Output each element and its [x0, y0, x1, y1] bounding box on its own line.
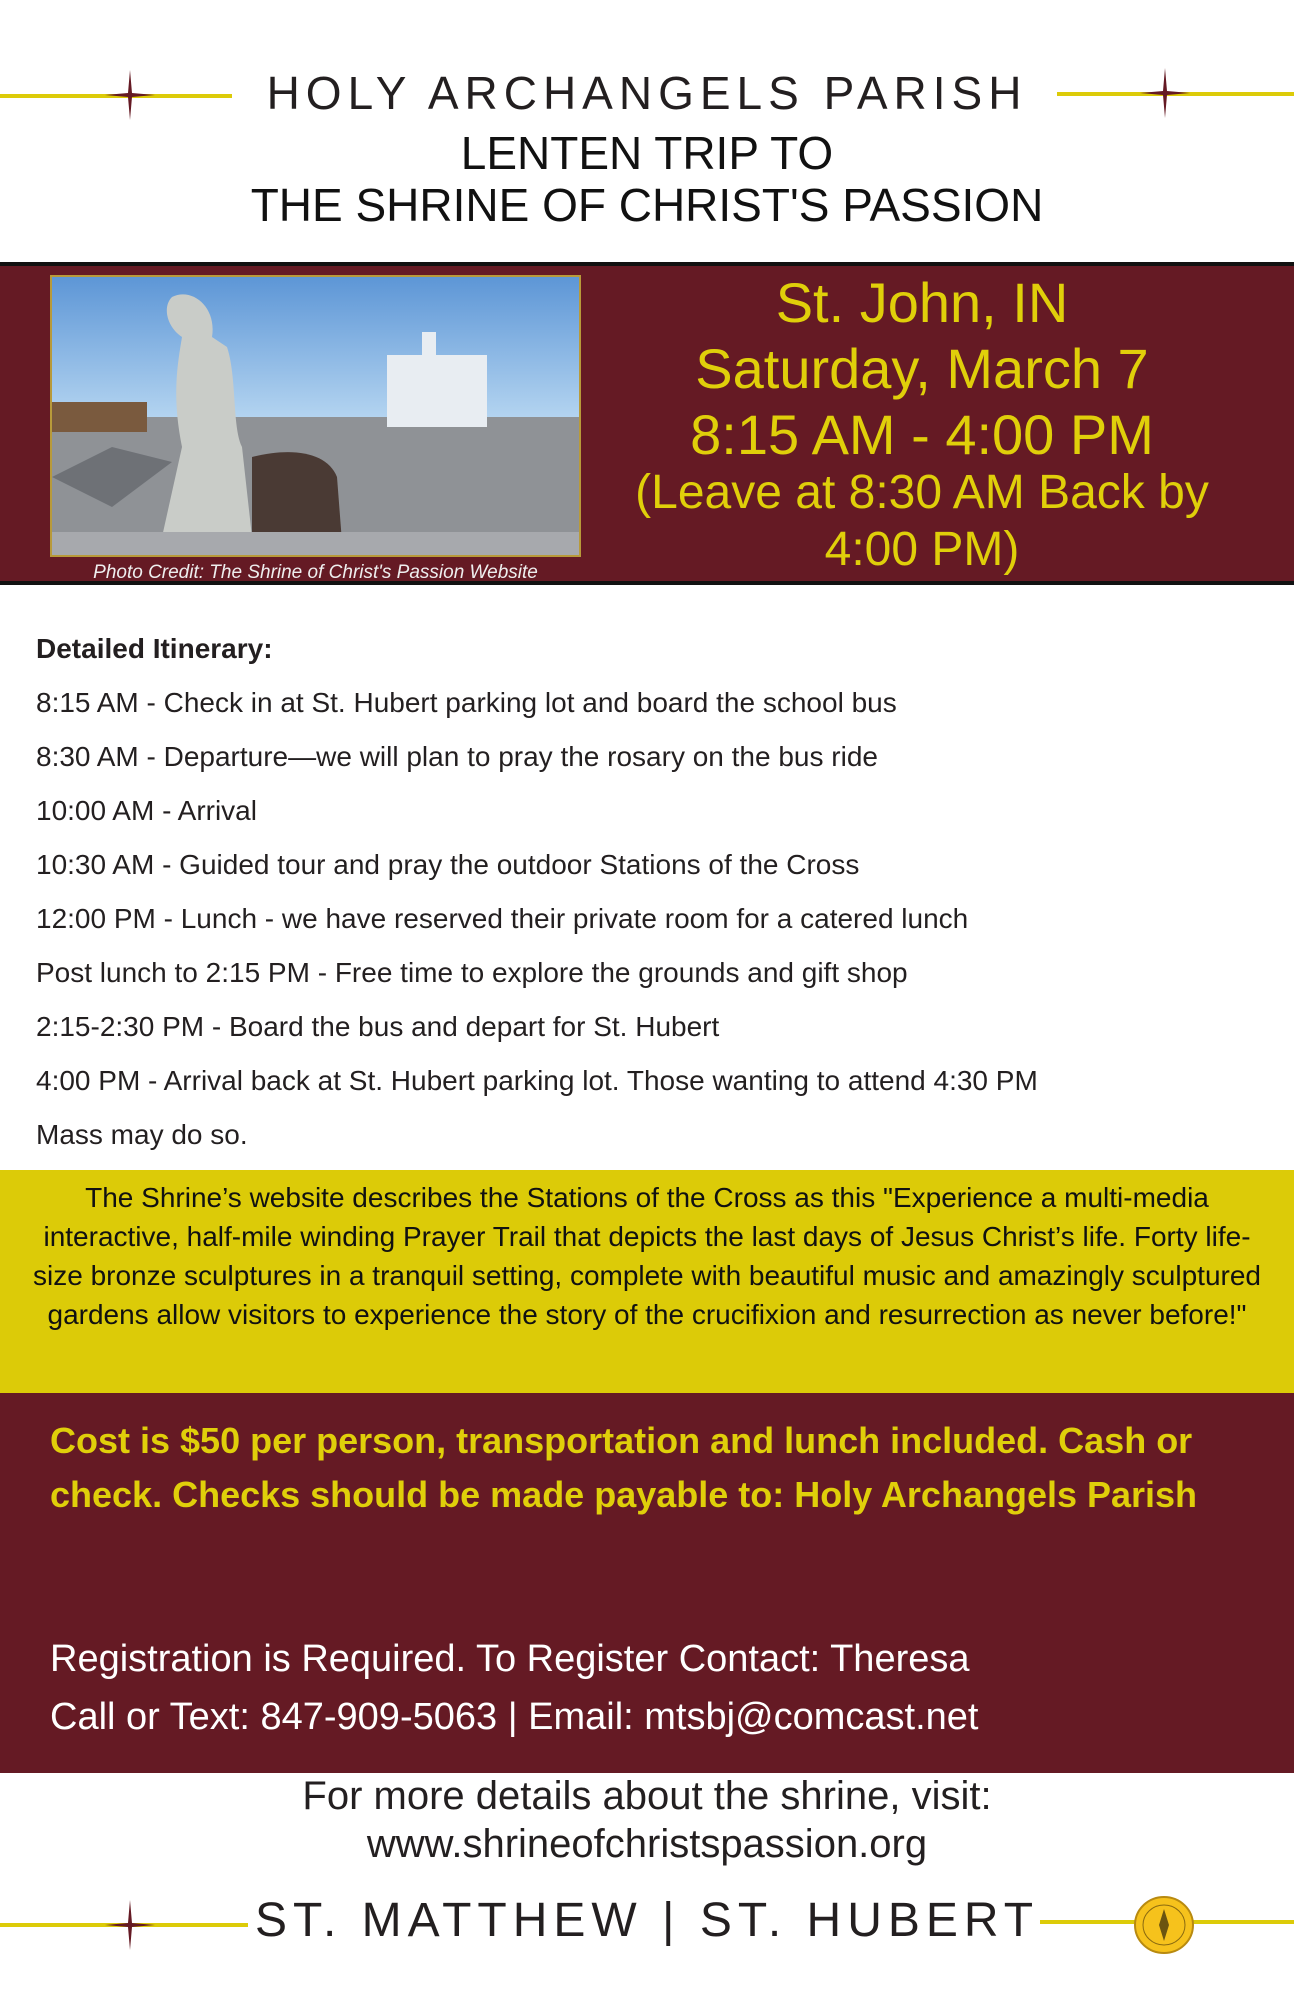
- itinerary-heading: Detailed Itinerary:: [36, 633, 273, 664]
- more-details: [0, 1772, 1294, 1868]
- event-time: 8:15 AM - 4:00 PM: [690, 403, 1154, 466]
- itinerary-item: 10:00 AM - Arrival: [36, 795, 257, 826]
- cost-text: Cost is $50 per person, transportation and lunch included. Cash or check. Checks should be made payable to: Holy Archangels Parish: [50, 1420, 1198, 1515]
- event-date: Saturday, March 7: [695, 337, 1149, 400]
- shrine-website-link[interactable]: www.shrineofchristspassion.org: [366, 1822, 928, 1866]
- parish-title: HOLY ARCHANGELS PARISH: [266, 67, 1028, 119]
- itinerary-item: Post lunch to 2:15 PM - Free time to explore the grounds and gift shop: [36, 957, 908, 988]
- registration-line: Registration is Required. To Register Contact: Theresa: [50, 1638, 970, 1680]
- event-location: St. John, IN: [775, 271, 1069, 334]
- itinerary-item: Mass may do so.: [36, 1119, 248, 1150]
- itinerary-item: 4:00 PM - Arrival back at St. Hubert parking lot. Those wanting to attend 4:30 PM: [36, 1065, 1038, 1096]
- itinerary: [36, 622, 1266, 1162]
- more-details-text: For more details about the shrine, visit:: [302, 1774, 992, 1818]
- itinerary-item: 8:15 AM - Check in at St. Hubert parking lot and board the school bus: [36, 687, 897, 718]
- registration: [50, 1630, 1270, 1746]
- event-note-2: 4:00 PM): [824, 523, 1020, 576]
- trip-title: LENTEN TRIP TO: [460, 127, 834, 179]
- itinerary-item: 10:30 AM - Guided tour and pray the outdoor Stations of the Cross: [36, 849, 860, 880]
- itinerary-item: 12:00 PM - Lunch - we have reserved their private room for a catered lunch: [36, 903, 969, 934]
- photo-credit: Photo Credit: The Shrine of Christ's Passion Website: [93, 562, 538, 583]
- event-note-1: (Leave at 8:30 AM Back by: [635, 466, 1209, 519]
- footer-parishes: ST. MATTHEW | ST. HUBERT: [254, 1894, 1040, 1947]
- shrine-quote: The Shrine’s website describes the Stations of the Cross as this "Experience a multi-media interactive, half-mile winding Prayer Trail that depicts the last days of Jesus Christ’s life. Forty life-size bronze sculptures in a tranquil setting, complete with beautiful music and amazingly sculptured gardens allow visitors to experience the story of the crucifixion and resurrection as never before!": [33, 1182, 1261, 1330]
- itinerary-item: 8:30 AM - Departure—we will plan to pray the rosary on the bus ride: [36, 741, 878, 772]
- shrine-title: THE SHRINE OF CHRIST'S PASSION: [250, 179, 1044, 231]
- contact-line: Call or Text: 847-909-5063 | Email: mtsbj@comcast.net: [50, 1696, 979, 1738]
- shrine-photo: [50, 275, 581, 557]
- itinerary-item: 2:15-2:30 PM - Board the bus and depart for St. Hubert: [36, 1011, 720, 1042]
